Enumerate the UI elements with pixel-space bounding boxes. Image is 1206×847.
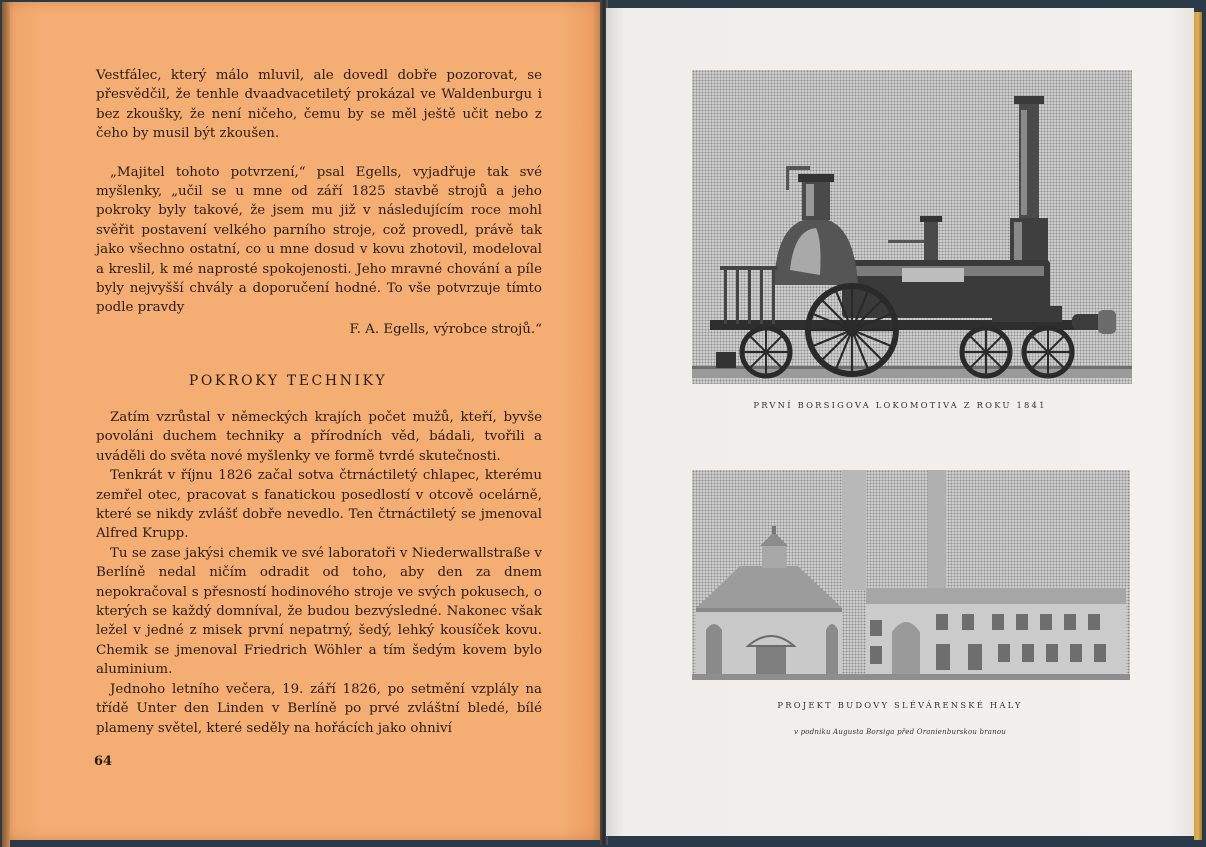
paragraph-3: Zatím vzrůstal v německých krajích počet mužů, kteří, byvše povoláni duchem techniky a přírodních věd, bádali, tvořili a uváděli do světa nové myšlenky ve formě tvrdé skutečnosti. bbox=[96, 410, 542, 464]
locomotive-illustration bbox=[692, 70, 1132, 384]
signature-egells: F. A. Egells, výrobce strojů.“ bbox=[349, 321, 542, 337]
paragraph-1: Vestfálec, který málo mluvil, ale dovedl dobře pozorovat, se přesvědčil, že tenhle dvaadvacetiletý prokázal ve Waldenburgu i bez zkoušky, že není ničeho, čemu by se měl ještě učit nebo z čeho by musil být zkoušen. bbox=[96, 68, 542, 142]
text-block-top bbox=[96, 66, 542, 339]
page-number: 64 bbox=[94, 754, 113, 769]
caption-foundry: PROJEKT BUDOVY SLÉVÁRENSKÉ HALY bbox=[777, 700, 1023, 710]
left-page bbox=[2, 2, 602, 840]
left-page-edge bbox=[2, 2, 10, 847]
right-page-edge bbox=[1194, 12, 1202, 840]
foundry-illustration bbox=[692, 470, 1130, 680]
caption-locomotive: PRVNÍ BORSIGOVA LOKOMOTIVA Z ROKU 1841 bbox=[753, 400, 1047, 410]
paragraph-2-quote: „Majitel tohoto potvrzení,“ psal Egells, vyjadřuje tak své myšlenky, „učil se u mne od září 1825 stavbě strojů a jeho pokroky byly takové, že jsem mu již v následujícím roce mohl svěřit postavení velkého parního stroje, což provedl, právě tak jako všechno ostatní, co u mne dosud v kovu zhotovil, modeloval a kreslil, k mé naprosté spokojenosti. Jeho mravné chování a píle byly nejvyšší chvály a doporučení hodné. To vše potvrzuje tímto podle pravdy bbox=[96, 164, 542, 316]
text-block-bottom bbox=[96, 408, 542, 738]
caption-foundry-subtitle: v podniku Augusta Borsiga před Oranienburskou branou bbox=[794, 728, 1006, 736]
section-heading: POKROKY TECHNIKY bbox=[188, 373, 388, 389]
paragraph-4: Tenkrát v říjnu 1826 začal sotva čtrnáctiletý chlapec, kterému zemřel otec, pracovat s fanatickou posedlostí v otcově ocelárně, které se nikdy zvlášť dobře nevedlo. Ten čtrnáctiletý se jmenoval Alfred Krupp. bbox=[96, 468, 542, 542]
paragraph-5: Tu se zase jakýsi chemik ve své laboratoři v Niederwallstraße v Berlíně nedal ničím odradit od toho, aby den za dnem nepokračoval s přesností hodinového stroje ve svých pokusech, o kterých se každý domníval, že budou bezvýsledné. Nakonec však ležel v jedné z misek první nepatrný, šedý, lehký kousíček kovu. Chemik se jmenoval Friedrich Wöhler a tím šedým kovem bylo aluminium. bbox=[96, 545, 542, 678]
paragraph-6: Jednoho letního večera, 19. září 1826, po setmění vzplály na třídě Unter den Linden v Berlíně po prvé zvláštní bledé, bílé plameny světel, které seděly na hořácích jako ohniví bbox=[96, 681, 542, 736]
right-page bbox=[606, 8, 1194, 836]
